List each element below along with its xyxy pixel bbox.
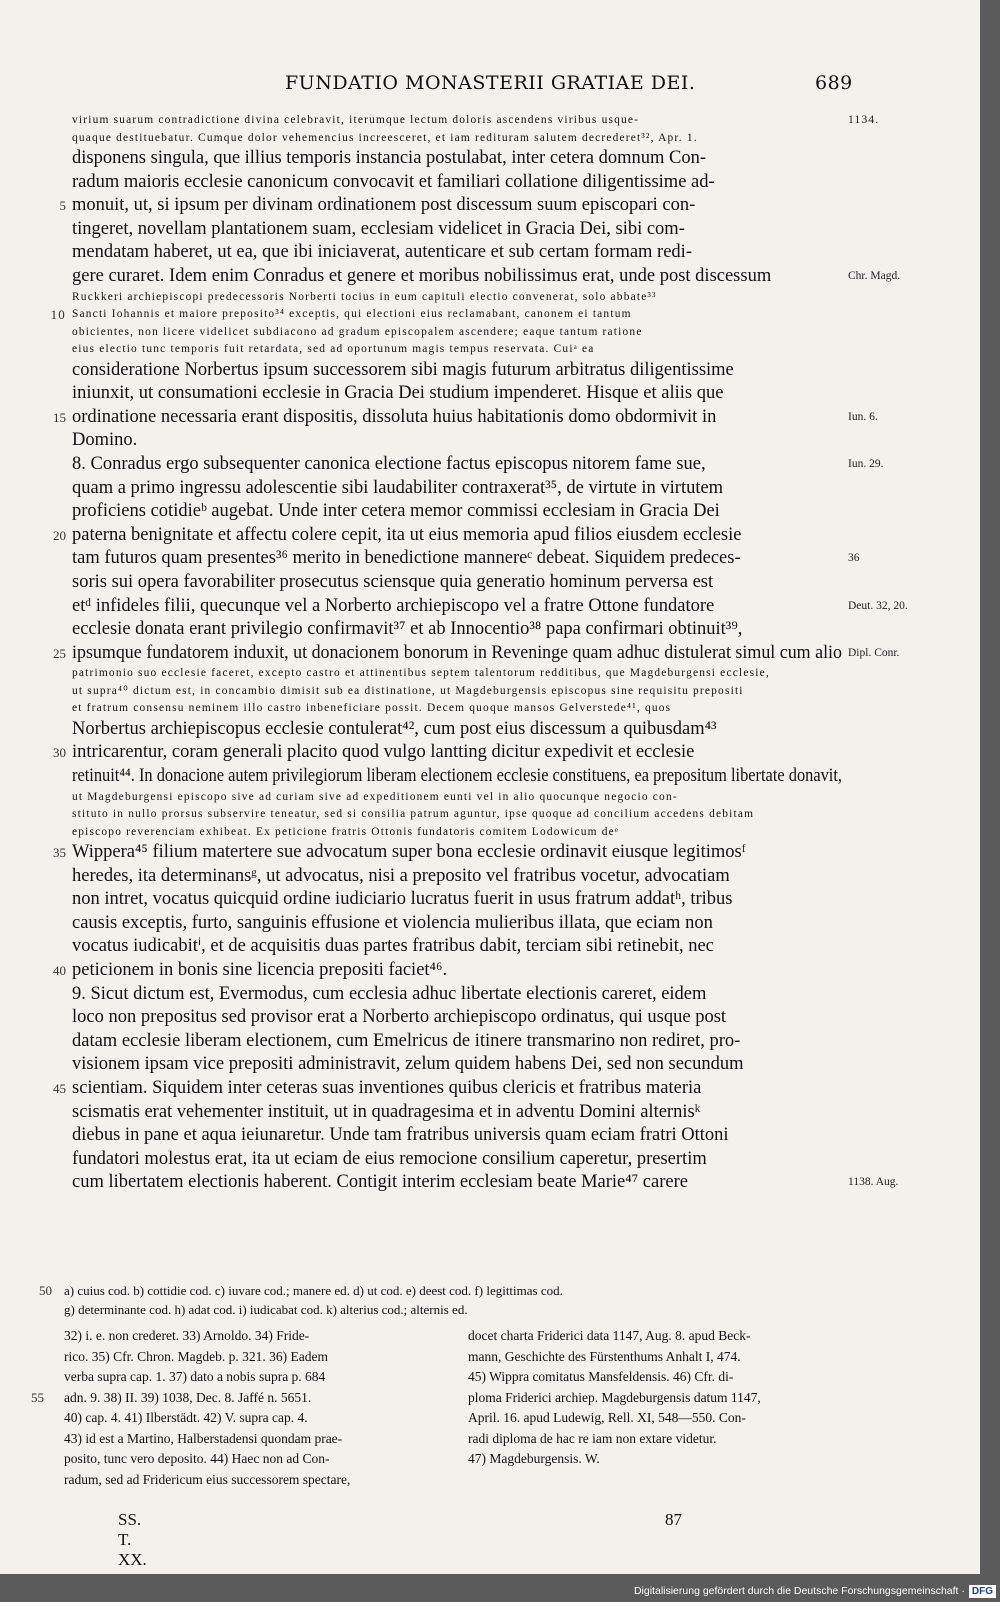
note-text: rico. 35) Cfr. Chron. Magdeb. p. 321. 36) Eadem xyxy=(64,1348,328,1364)
note-line xyxy=(64,1367,444,1388)
line-text: scismatis erat vehementer instituit, ut in quadragesima et in adventu Domini alternisᵏ xyxy=(72,1101,701,1122)
folio-number: 87 xyxy=(665,1510,682,1529)
note-text: mann, Geschichte des Fürstenthums Anhalt I, 474. xyxy=(468,1348,741,1364)
line-text: Domino. xyxy=(72,430,138,451)
page-number: 689 xyxy=(815,72,853,94)
line-text: peticionem in bonis sine licencia prepositi faciet⁴⁶. xyxy=(72,960,448,981)
text-line xyxy=(72,241,852,265)
line-text: Norbertus archiepiscopus ecclesie contulerat⁴², cum post eius discessum a quibusdam⁴³ xyxy=(72,718,717,739)
note-text: 40) cap. 4. 41) Ilberstädt. 42) V. supra cap. 4. xyxy=(64,1410,308,1425)
text-line xyxy=(72,112,880,130)
note-line xyxy=(468,1326,858,1347)
line-text: datam ecclesie liberam electionem, cum Emelricus de itinere transmarino non rediret, pro- xyxy=(72,1030,741,1051)
text-line xyxy=(72,571,852,595)
note-line xyxy=(31,1388,444,1409)
line-number: 20 xyxy=(53,527,66,543)
line-text: Ruckkeri archiepiscopi predecessoris Norberti tocius in eum capituli electio convenerat, solo abbate³³ xyxy=(72,290,657,303)
text-line xyxy=(72,765,852,789)
line-text: consideratione Norbertus ipsum successorem sibi magis futurum arbitratus diligentissime xyxy=(72,359,734,380)
text-line xyxy=(72,700,852,718)
line-text: intricarentur, coram generali placito quod vulgo lantting dicitur expedivit et ecclesie xyxy=(72,742,695,763)
line-text: etᵈ infideles filii, quecunque vel a Norberto archiepiscopo vel a fratre Ottone fundatore xyxy=(72,595,715,616)
line-text: stituto in nullo prorsus subservire teneatur, sed si consilia patrum aguntur, ipse quoque ad concilium accedens debitam xyxy=(72,808,755,821)
line-text: Sancti Iohannis et maiore preposito³⁴ exceptis, qui electioni eius reclamabant, canonem ei tantum xyxy=(72,308,632,321)
line-text: quam a primo ingressu adolescentie sibi laudabiliter contraxerat³⁵, de virtute in virtutem xyxy=(72,477,724,498)
margin-note: Dipl. Conr. xyxy=(848,646,900,659)
line-text: disponens singula, que illius temporis instancia postulabat, inter cetera domnum Con- xyxy=(72,148,707,168)
line-text: heredes, ita determinansᵍ, ut advocatus, nisi a preposito vel fratribus vocetur, advocatiam xyxy=(72,865,730,886)
text-line xyxy=(50,306,852,324)
text-line xyxy=(72,1006,852,1030)
text-line xyxy=(72,718,852,742)
line-text: ut Magdeburgensi episcopo sive ad curiam sive ad expeditionem eunti vel in alio quocunque negocio con- xyxy=(72,790,678,803)
line-text: tam futuros quam presentes³⁶ merito in benedictione mannereᶜ debeat. Siquidem predeces- xyxy=(72,548,741,569)
text-line xyxy=(72,806,852,824)
note-text: 32) i. e. non crederet. 33) Arnoldo. 34) Fride- xyxy=(64,1328,310,1343)
line-text: quaque destituebatur. Cumque dolor vehemencius increesceret, et iam redituram salutem decrederet³², Apr. 1. xyxy=(72,131,698,144)
text-line xyxy=(53,741,852,765)
text-line xyxy=(72,477,852,501)
note-line xyxy=(468,1388,858,1409)
line-number: 40 xyxy=(53,963,66,979)
dfg-credit-text: Digitalisierung gefördert durch die Deutsche Forschungsgemeinschaft · xyxy=(633,1585,965,1597)
note-text: radi diploma de hac re iam non extare videtur. xyxy=(468,1430,717,1446)
line-text: gere curaret. Idem enim Conradus et genere et moribus nobilissimus erat, unde post discessum xyxy=(72,265,772,286)
line-text: Wippera⁴⁵ filium matertere sue advocatum super bona ecclesie ordinavit eiusque legitimosᶠ xyxy=(72,842,746,863)
line-text: vocatus iudicabitⁱ, et de acquisitis duas partes fratribus dabit, terciam sibi retinebit, nec xyxy=(72,936,714,957)
text-line xyxy=(72,912,852,936)
text-line xyxy=(72,359,852,383)
text-line xyxy=(72,1030,852,1054)
margin-note: 1134. xyxy=(848,114,880,126)
dfg-credit-bar xyxy=(634,1583,996,1599)
line-text: 8. Conradus ergo subsequenter canonica electione factus episcopus nitorem fame sue, xyxy=(72,453,706,474)
text-line xyxy=(59,194,852,218)
text-line xyxy=(72,289,852,307)
line-text: cum libertatem electionis haberent. Contigit interim ecclesiam beate Marie⁴⁷ carere xyxy=(72,1172,688,1193)
text-line xyxy=(72,265,901,289)
line-text: mendatam haberet, ut ea, que ibi iniciaverat, autenticare et sub certam formam redi- xyxy=(72,242,692,263)
note-line xyxy=(64,1429,444,1450)
text-line xyxy=(72,130,852,148)
line-text: ecclesie donata erant privilegio confirmavit³⁷ et ab Innocentio³⁸ papa confirmari obtinuit³⁹, xyxy=(72,619,743,640)
note-text: docet charta Friderici data 1147, Aug. 8. apud Beck- xyxy=(468,1328,751,1343)
text-line xyxy=(72,665,852,683)
line-text: fundatori molestus erat, ita ut eciam de eius remocione consilium caperetur, presertim xyxy=(72,1148,707,1169)
note-text: 47) Magdeburgensis. W. xyxy=(468,1451,600,1466)
line-text: et fratrum consensu neminem illo castro inbeneficiare possit. Decem quoque mansos Gelverstede⁴¹, quos xyxy=(72,702,672,715)
line-text: scientiam. Siquidem inter ceteras suas inventiones quibus clericis et fratribus materia xyxy=(72,1078,702,1098)
line-text: non intret, vocatus quicquid ordine iudiciario lucratus fuerit in usus fratrum addatʰ, tribus xyxy=(72,889,733,910)
line-text: 9. Sicut dictum est, Evermodus, cum ecclesia adhuc libertate electionis careret, eidem xyxy=(72,983,707,1004)
text-line xyxy=(72,683,852,701)
line-number: 15 xyxy=(53,409,66,425)
text-line xyxy=(72,789,852,807)
text-line xyxy=(53,841,852,865)
line-text: patrimonio suo ecclesie faceret, excepto castro et attinentibus septem talentorum redditibus, que Magdeburgensi ecclesie, xyxy=(72,667,770,680)
main-text xyxy=(50,112,908,1195)
note-text: a) cuius cod. b) cottidie cod. c) iuvare cod.; manere ed. d) ut cod. e) deest cod. f) legittimas cod. xyxy=(64,1283,563,1298)
line-text: diebus in pane et aqua ieiunaretur. Unde tam fratribus universis quam eciam fratri Ottoni xyxy=(72,1125,729,1146)
line-text: radum maioris ecclesie canonicum convocavit et familiari collatione diligentissime ad- xyxy=(72,171,715,192)
line-number: 30 xyxy=(53,745,66,761)
note-line xyxy=(468,1367,858,1388)
margin-note: Iun. 6. xyxy=(848,410,878,423)
margin-note: 1138. Aug. xyxy=(848,1176,899,1189)
line-text: proficiens cotidieᵇ augebat. Unde inter cetera memor commissi ecclesiam in Gracia Dei xyxy=(72,501,720,522)
note-line xyxy=(64,1347,444,1368)
dfg-logo: DFG xyxy=(969,1585,996,1598)
text-line xyxy=(72,1101,852,1125)
line-text: soris sui opera favorabiliter prosecutus sciensque quia generatio hominum perversa est xyxy=(72,571,714,592)
note-line xyxy=(468,1429,858,1450)
text-line xyxy=(72,218,852,242)
note-line xyxy=(64,1326,444,1347)
line-text: monuit, ut, si ipsum per divinam ordinationem post discessum suum episcopari con- xyxy=(72,195,696,216)
line-number: 5 xyxy=(59,198,66,214)
text-line xyxy=(72,618,852,642)
text-line xyxy=(53,1077,852,1101)
note-text: posito, tunc vero deposito. 44) Haec non ad Con- xyxy=(64,1451,330,1466)
text-line xyxy=(72,888,852,912)
line-text: visionem ipsam vice prepositi administravit, zelum quidem habens Dei, sed non secundum xyxy=(72,1054,744,1075)
line-text: ordinatione necessaria erant dispositis, dissoluta huius habitationis domo obdormivit in xyxy=(72,406,717,427)
note-line xyxy=(468,1347,858,1368)
note-line xyxy=(468,1449,858,1470)
line-text: virium suarum contradictione divina celebravit, iterumque lectum doloris ascendens viribus usque- xyxy=(72,114,640,126)
note-line xyxy=(64,1449,444,1470)
line-text: ut supra⁴⁰ dictum est, in concambio dimisit sub ea distinatione, ut Magdeburgensis episcopus sine requisitu prepositi xyxy=(72,684,744,697)
note-line xyxy=(39,1281,854,1300)
text-line xyxy=(72,382,852,406)
note-text: adn. 9. 38) II. 39) 1038, Dec. 8. Jaffé n. 5651. xyxy=(64,1389,312,1405)
text-line xyxy=(53,524,852,548)
critical-apparatus xyxy=(39,1281,854,1319)
line-text: paterna benignitate et affectu colere cepit, ita ut eius memoria apud filios eiusdem ecclesie xyxy=(72,524,742,545)
note-text: ploma Friderici archiep. Magdeburgensis datum 1147, xyxy=(468,1389,761,1405)
margin-note: Iun. 29. xyxy=(848,457,884,470)
margin-note: Chr. Magd. xyxy=(848,269,901,282)
line-text: obicientes, non licere videlicet subdiacono ad gradum episcopalem ascendere; eaque tantum ratione xyxy=(72,325,643,338)
text-line xyxy=(53,406,878,430)
line-text: eius electio tunc temporis fuit retardata, sed ad oportunum magis tempus reservata. Cuiᵃ ea xyxy=(72,343,595,356)
footnotes-left-column xyxy=(31,1326,444,1490)
note-line xyxy=(64,1300,854,1319)
line-number: 50 xyxy=(39,1283,52,1298)
text-line xyxy=(72,324,852,342)
text-line xyxy=(72,595,908,619)
note-text: g) determinante cod. h) adat cod. i) iudicabat cod. k) alterius cod.; alternis ed. xyxy=(64,1302,468,1317)
text-line xyxy=(53,642,900,666)
note-line xyxy=(64,1408,444,1429)
text-line xyxy=(72,1053,852,1077)
text-line xyxy=(72,500,852,524)
line-number: 25 xyxy=(53,645,66,661)
line-text: loco non prepositus sed provisor erat a Norberto archiepiscopo ordinatus, qui usque post xyxy=(72,1007,727,1028)
note-line xyxy=(468,1408,858,1429)
text-line xyxy=(53,959,852,983)
line-text: retinuit⁴⁴. In donacione autem privilegiorum liberam electionem ecclesie constituens, ea prepositum libertate donavit, xyxy=(72,765,842,786)
text-line xyxy=(72,1124,852,1148)
text-line xyxy=(72,341,852,359)
text-line xyxy=(72,824,852,842)
text-line xyxy=(72,983,852,1007)
line-text: tingeret, novellam plantationem suam, ecclesiam videlicet in Gracia Dei, sibi com- xyxy=(72,218,685,239)
line-number: 10 xyxy=(50,307,66,323)
volume-signature: SS. T. XX. xyxy=(118,1510,147,1569)
line-text: causis exceptis, furto, sanguinis effusione et violencia mulieribus illata, que eciam non xyxy=(72,912,713,933)
text-line xyxy=(72,935,852,959)
note-line xyxy=(64,1470,444,1491)
line-text: ipsumque fundatorem induxit, ut donacionem bonorum in Reveninge quam adhuc distulerat simul cum alio xyxy=(72,642,843,663)
margin-note: Deut. 32, 20. xyxy=(848,599,908,612)
note-text: 45) Wippra comitatus Mansfeldensis. 46) Cfr. di- xyxy=(468,1369,734,1384)
text-line xyxy=(72,1148,852,1172)
line-text: iniunxit, ut consumationi ecclesie in Gracia Dei studium impenderet. Hisque et aliis que xyxy=(72,383,724,404)
note-text: 43) id est a Martino, Halberstadensi quondam prae- xyxy=(64,1430,343,1446)
footnotes-right-column xyxy=(468,1326,858,1470)
text-line xyxy=(72,147,852,171)
margin-note: 36 xyxy=(848,552,860,565)
text-line xyxy=(72,1171,899,1195)
page-title: FUNDATIO MONASTERII GRATIAE DEI. xyxy=(285,72,696,94)
text-line xyxy=(72,547,860,571)
text-line xyxy=(72,453,884,477)
line-text: episcopo reverenciam exhibeat. Ex peticione fratris Ottonis fundatoris comitem Lodowicum deᵉ xyxy=(72,825,619,838)
text-line xyxy=(72,865,852,889)
line-number: 35 xyxy=(53,845,66,861)
text-line xyxy=(72,171,852,195)
note-text: verba supra cap. 1. 37) dato a nobis supra p. 684 xyxy=(64,1369,326,1384)
line-number: 55 xyxy=(31,1389,44,1405)
text-line xyxy=(72,429,852,453)
line-number: 45 xyxy=(53,1081,66,1096)
note-text: April. 16. apud Ludewig, Rell. XI, 548—550. Con- xyxy=(468,1410,746,1425)
note-text: radum, sed ad Fridericum eius successorem spectare, xyxy=(64,1471,351,1487)
